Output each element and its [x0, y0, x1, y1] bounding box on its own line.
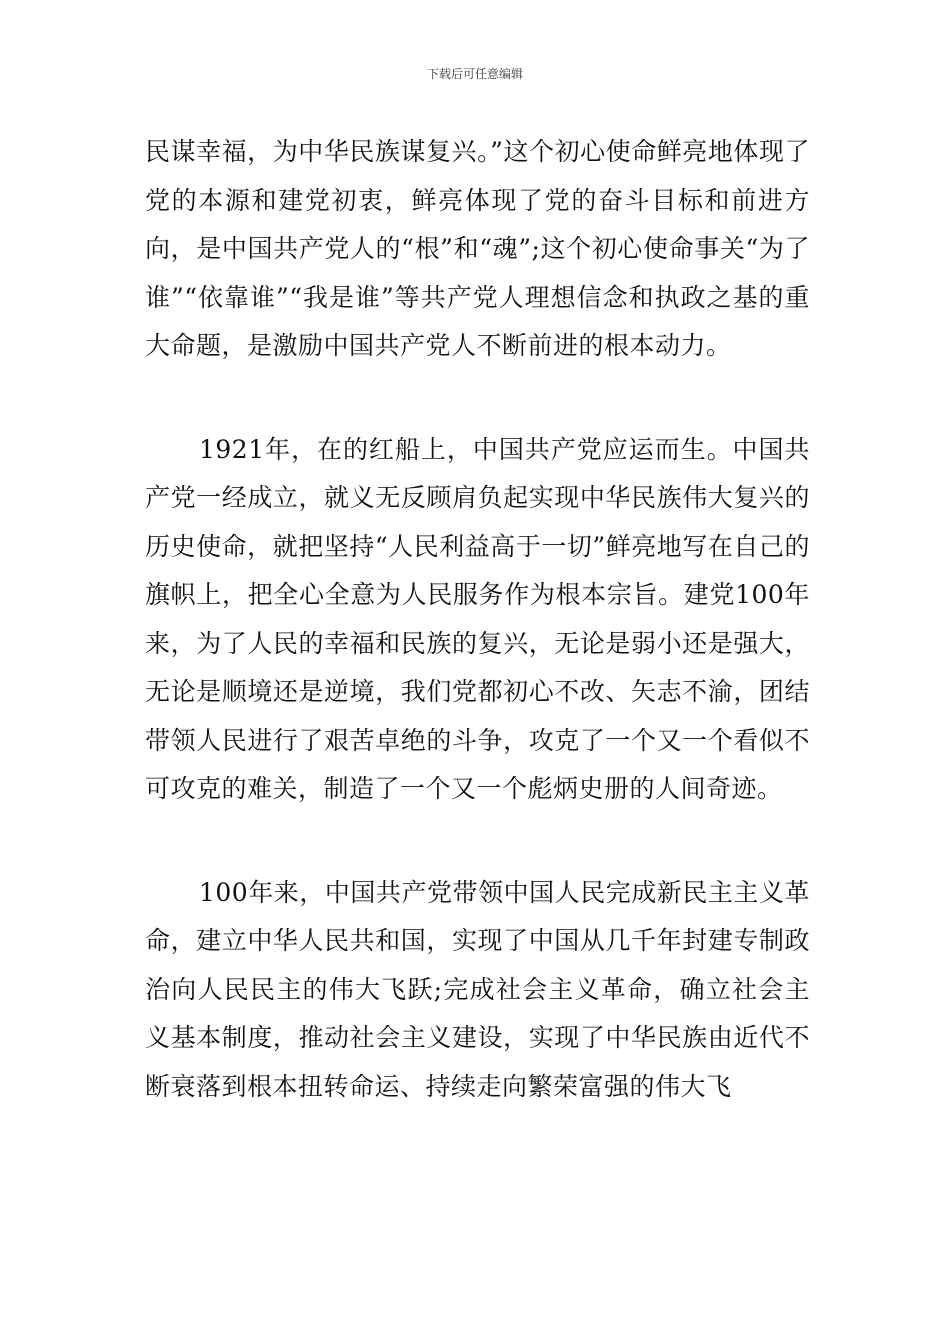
paragraph-spacer — [145, 371, 810, 426]
paragraph-2: 1921年，在的红船上，中国共产党应运而生。中国共产党一经成立，就义无反顾肩负起实现中华民族伟大复兴的历史使命，就把坚持“人民利益高于一切”鲜亮地写在自己的旗帜上，把全心全意为人民服务作为根本宗旨。建党100年来，为了人民的幸福和民族的复兴，无论是弱小还是强大，无论是顺境还是逆境，我们党都初心不改、矢志不渝，团结带领人民进行了艰苦卓绝的斗争，攻克了一个又一个看似不可攻克的难关，制造了一个又一个彪炳史册的人间奇迹。 — [145, 434, 810, 803]
document-body — [145, 128, 810, 1111]
paragraph-spacer — [145, 814, 810, 869]
download-note-header: 下载后可任意编辑 — [426, 67, 523, 81]
paragraph-1: 民谋幸福，为中华民族谋复兴。”这个初心使命鲜亮地体现了党的本源和建党初衷，鲜亮体现了党的奋斗目标和前进方向，是中国共产党人的“根”和“魂”;这个初心使命事关“为了谁”“依靠谁”“我是谁”等共产党人理想信念和执政之基的重大命题，是激励中国共产党人不断前进的根本动力。 — [145, 137, 810, 360]
paragraph-3: 100年来，中国共产党带领中国人民完成新民主主义革命，建立中华人民共和国，实现了中国从几千年封建专制政治向人民民主的伟大飞跃;完成社会主义革命，确立社会主义基本制度，推动社会主义建设，实现了中华民族由近代不断衰落到根本扭转命运、持续走向繁荣富强的伟大飞 — [145, 877, 810, 1101]
